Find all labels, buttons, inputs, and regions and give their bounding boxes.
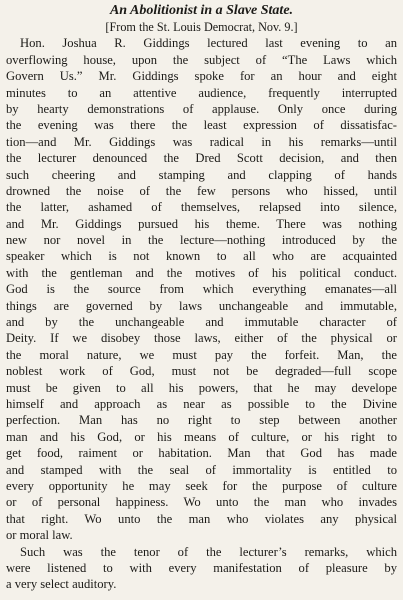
paragraph-line: things are governed by laws unchangeable and immutable, bbox=[6, 298, 397, 313]
paragraph-line: man and his God, or his means of culture, or his right to bbox=[6, 429, 397, 444]
article-headline: An Abolitionist in a Slave State. bbox=[109, 3, 294, 18]
paragraph-line: a very select auditory. bbox=[6, 577, 117, 592]
paragraph-line: get food, raiment or habitation. Man that God has made bbox=[6, 446, 397, 461]
paragraph-line: were listened to with every manifestation of pleasure by bbox=[6, 560, 397, 575]
paragraph-line: tion—and Mr. Giddings was radical in his remarks—until bbox=[6, 134, 397, 149]
paragraph-line: and Mr. Giddings pursued his theme. There was nothing bbox=[6, 216, 397, 231]
paragraph-line: or moral law. bbox=[6, 528, 73, 543]
article-source-line: [From the St. Louis Democrat, Nov. 9.] bbox=[105, 20, 298, 34]
paragraph-line: minutes to an attentive audience, frequently interrupted bbox=[6, 85, 397, 100]
paragraph-line: drowned the noise of the few persons who hissed, until bbox=[6, 183, 397, 198]
paragraph-line: God is the source from which everything emanates—all bbox=[6, 282, 397, 297]
paragraph-line: that right. Wo unto the man who violates any physical bbox=[6, 511, 397, 526]
paragraph-line: perfection. Man has no right to step between another bbox=[6, 413, 397, 428]
newspaper-article bbox=[6, 2, 397, 593]
paragraph-line: and by the unchangeable and immutable character of bbox=[6, 315, 397, 330]
paragraph-line: every opportunity he may seek for the purpose of culture bbox=[6, 478, 397, 493]
paragraph-line: such cheering and stamping and clapping of hands bbox=[6, 167, 397, 182]
paragraph-line: Deity. If we disobey those laws, either of the physical or bbox=[6, 331, 397, 346]
paragraph-line: noblest work of God, must not be degraded—full scope bbox=[6, 364, 397, 379]
paragraph-line: overflowing house, upon the subject of “The Laws which bbox=[6, 52, 397, 67]
article-paragraph-2 bbox=[6, 544, 397, 593]
paragraph-line: Govern Us.” Mr. Giddings spoke for an hour and eight bbox=[6, 69, 397, 84]
paragraph-line: Hon. Joshua R. Giddings lectured last evening to an bbox=[20, 36, 397, 51]
paragraph-line: the lecturer denounced the Dred Scott decision, and then bbox=[6, 151, 397, 166]
paragraph-line: new nor novel in the lecture—nothing introduced by the bbox=[6, 233, 397, 248]
paragraph-line: must be given to all his powers, that he may develope bbox=[6, 380, 397, 395]
paragraph-line: by hearty demonstrations of applause. Only once during bbox=[6, 101, 397, 116]
paragraph-line: with the gentleman and the motives of his political conduct. bbox=[6, 265, 397, 280]
paragraph-line: speaker which is not known to all who are acquainted bbox=[6, 249, 397, 264]
paragraph-line: and stamped with the seal of immortality is entitled to bbox=[6, 462, 397, 477]
article-paragraph-1 bbox=[6, 35, 397, 543]
paragraph-line: the evening was there the least expression of dissatisfac- bbox=[6, 118, 397, 133]
paragraph-line: or of personal happiness. Wo unto the man who invades bbox=[6, 495, 397, 510]
paragraph-line: Such was the tenor of the lecturer’s remarks, which bbox=[20, 544, 397, 559]
paragraph-line: the latter, ashamed of themselves, relapsed into silence, bbox=[6, 200, 397, 215]
paragraph-line: himself and approach as near as possible to the Divine bbox=[6, 396, 397, 411]
paragraph-line: the moral nature, we must pay the forfeit. Man, the bbox=[6, 347, 397, 362]
